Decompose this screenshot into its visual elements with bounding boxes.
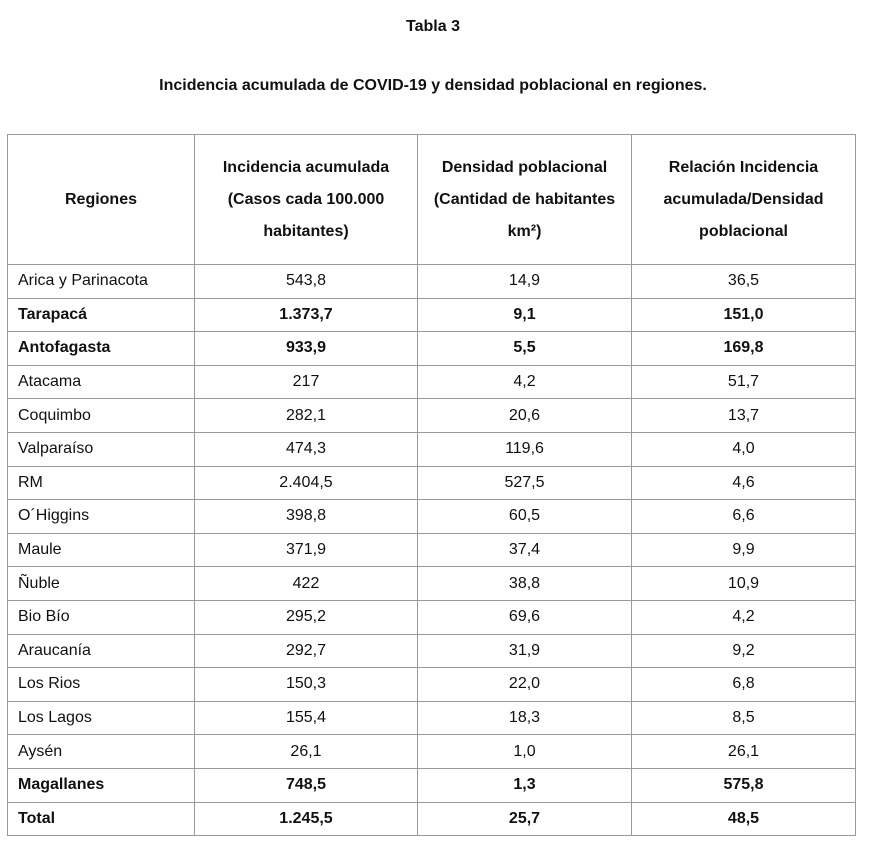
header-ratio: Relación Incidencia acumulada/Densidad poblacional [632,135,856,265]
cell-ratio: 26,1 [632,735,856,769]
cell-region: Los Lagos [8,701,195,735]
cell-incidence: 282,1 [195,399,418,433]
cell-ratio: 6,6 [632,500,856,534]
table-row [8,735,856,769]
cell-incidence: 398,8 [195,500,418,534]
cell-region: Magallanes [8,768,195,802]
table-caption: Incidencia acumulada de COVID-19 y densidad poblacional en regiones. [159,77,707,94]
cell-density: 20,6 [418,399,632,433]
cell-incidence: 155,4 [195,701,418,735]
cell-ratio: 48,5 [632,802,856,836]
cell-region: Araucanía [8,634,195,668]
cell-incidence: 217 [195,365,418,399]
cell-density: 38,8 [418,567,632,601]
table-row [8,802,856,836]
cell-density: 1,3 [418,768,632,802]
cell-density: 1,0 [418,735,632,769]
table-row [8,466,856,500]
cell-incidence: 1.245,5 [195,802,418,836]
table-row [8,533,856,567]
table-row [8,768,856,802]
table-number: Tabla 3 [406,18,460,35]
header-density: Densidad poblacional (Cantidad de habitantes km²) [418,135,632,265]
cell-ratio: 4,2 [632,600,856,634]
table-header [8,135,856,265]
cell-density: 119,6 [418,432,632,466]
cell-ratio: 13,7 [632,399,856,433]
table-row [8,399,856,433]
cell-incidence: 1.373,7 [195,298,418,332]
table-row [8,432,856,466]
cell-ratio: 9,2 [632,634,856,668]
cell-density: 25,7 [418,802,632,836]
cell-ratio: 8,5 [632,701,856,735]
header-region: Regiones [8,135,195,265]
cell-region: Los Rios [8,668,195,702]
table-row [8,668,856,702]
cell-density: 37,4 [418,533,632,567]
cell-density: 60,5 [418,500,632,534]
cell-region: Aysén [8,735,195,769]
table-row [8,600,856,634]
cell-ratio: 9,9 [632,533,856,567]
cell-ratio: 6,8 [632,668,856,702]
cell-region: O´Higgins [8,500,195,534]
table-row [8,500,856,534]
table-row [8,265,856,299]
cell-region: RM [8,466,195,500]
cell-incidence: 150,3 [195,668,418,702]
cell-region: Arica y Parinacota [8,265,195,299]
table-row [8,634,856,668]
table-row [8,298,856,332]
cell-region: Atacama [8,365,195,399]
covid-density-table [7,134,856,836]
cell-ratio: 169,8 [632,332,856,366]
header-incidence: Incidencia acumulada (Casos cada 100.000 habitantes) [195,135,418,265]
cell-incidence: 543,8 [195,265,418,299]
cell-incidence: 2.404,5 [195,466,418,500]
cell-ratio: 51,7 [632,365,856,399]
cell-region: Valparaíso [8,432,195,466]
cell-region: Bio Bío [8,600,195,634]
cell-ratio: 575,8 [632,768,856,802]
cell-density: 4,2 [418,365,632,399]
cell-density: 5,5 [418,332,632,366]
cell-density: 527,5 [418,466,632,500]
header-row [8,135,856,265]
cell-density: 31,9 [418,634,632,668]
cell-region: Maule [8,533,195,567]
cell-ratio: 4,0 [632,432,856,466]
cell-region: Antofagasta [8,332,195,366]
table-row [8,567,856,601]
cell-density: 18,3 [418,701,632,735]
cell-incidence: 933,9 [195,332,418,366]
table-row [8,332,856,366]
cell-ratio: 36,5 [632,265,856,299]
cell-incidence: 422 [195,567,418,601]
cell-region: Total [8,802,195,836]
cell-ratio: 10,9 [632,567,856,601]
cell-ratio: 151,0 [632,298,856,332]
cell-incidence: 26,1 [195,735,418,769]
cell-density: 14,9 [418,265,632,299]
cell-incidence: 748,5 [195,768,418,802]
cell-incidence: 474,3 [195,432,418,466]
cell-ratio: 4,6 [632,466,856,500]
cell-incidence: 295,2 [195,600,418,634]
table-body [8,265,856,836]
cell-region: Ñuble [8,567,195,601]
cell-region: Tarapacá [8,298,195,332]
cell-density: 22,0 [418,668,632,702]
cell-density: 9,1 [418,298,632,332]
cell-incidence: 292,7 [195,634,418,668]
table-row [8,701,856,735]
cell-density: 69,6 [418,600,632,634]
cell-incidence: 371,9 [195,533,418,567]
table-row [8,365,856,399]
cell-region: Coquimbo [8,399,195,433]
